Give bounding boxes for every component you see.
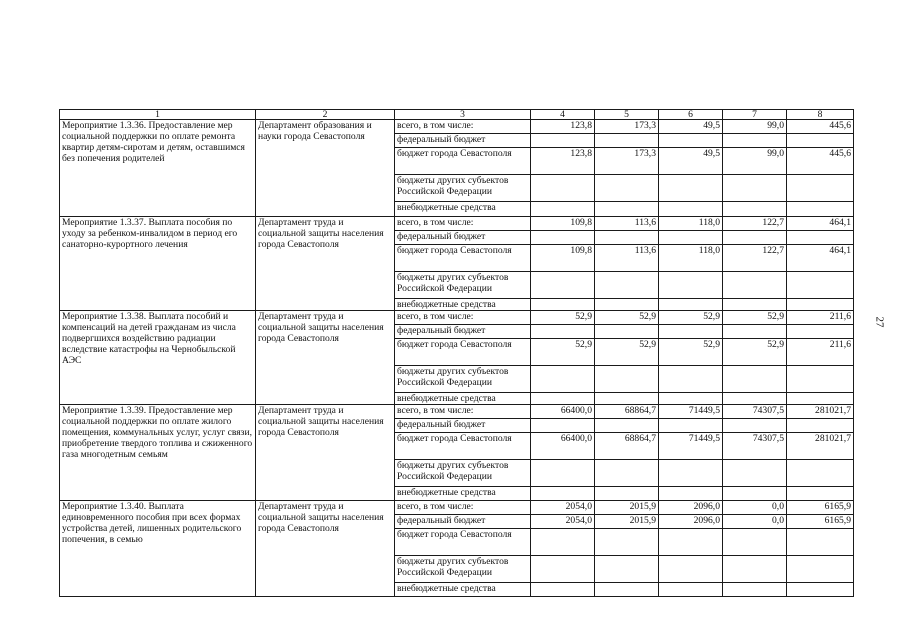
value-cell (531, 366, 595, 393)
funding-source-label: всего, в том числе: (395, 311, 531, 325)
value-cell (787, 366, 854, 393)
funding-source-label: внебюджетные средства (395, 393, 531, 405)
value-cell: 281021,7 (787, 433, 854, 460)
measure-title: Мероприятие 1.3.38. Выплата пособий и компенсаций на детей гражданам из числа подвергшихся воздействию радиации вследствие катастрофы на Чернобыльской АЭС (60, 311, 256, 405)
header-cell: 5 (595, 110, 659, 120)
value-cell (595, 175, 659, 202)
value-cell (659, 202, 723, 217)
header-cell: 6 (659, 110, 723, 120)
header-row (60, 110, 854, 120)
funding-source-label: внебюджетные средства (395, 583, 531, 597)
value-cell (787, 529, 854, 556)
value-cell: 2054,0 (531, 515, 595, 529)
value-cell: 99,0 (723, 148, 787, 175)
value-cell: 2054,0 (531, 501, 595, 515)
funding-source-label: внебюджетные средства (395, 202, 531, 217)
value-cell: 211,6 (787, 339, 854, 366)
value-cell (659, 487, 723, 501)
value-cell: 52,9 (659, 311, 723, 325)
value-cell: 464,1 (787, 245, 854, 272)
table-row (60, 501, 854, 515)
funding-source-label: федеральный бюджет (395, 419, 531, 433)
funding-source-label: всего, в том числе: (395, 120, 531, 134)
value-cell: 0,0 (723, 501, 787, 515)
measure-department: Департамент образования и науки города Севастополя (256, 120, 395, 217)
table-row (60, 120, 854, 134)
value-cell: 464,1 (787, 217, 854, 231)
page-number: 27 (873, 316, 886, 328)
funding-source-label: федеральный бюджет (395, 515, 531, 529)
value-cell (531, 299, 595, 311)
value-cell (595, 366, 659, 393)
value-cell: 122,7 (723, 245, 787, 272)
funding-source-label: бюджеты других субъектов Российской Федерации (395, 460, 531, 487)
measure-department: Департамент труда и социальной защиты населения города Севастополя (256, 501, 395, 597)
value-cell (723, 299, 787, 311)
value-cell: 49,5 (659, 148, 723, 175)
measure-title: Мероприятие 1.3.37. Выплата пособия по уходу за ребенком-инвалидом в период его санаторно-курортного лечения (60, 217, 256, 311)
value-cell (723, 419, 787, 433)
value-cell: 445,6 (787, 148, 854, 175)
funding-source-label: бюджет города Севастополя (395, 433, 531, 460)
value-cell (723, 529, 787, 556)
funding-source-label: федеральный бюджет (395, 325, 531, 339)
measure-department: Департамент труда и социальной защиты населения города Севастополя (256, 217, 395, 311)
value-cell: 211,6 (787, 311, 854, 325)
value-cell: 52,9 (659, 339, 723, 366)
funding-source-label: бюджет города Севастополя (395, 529, 531, 556)
value-cell (723, 460, 787, 487)
value-cell: 2096,0 (659, 501, 723, 515)
value-cell: 99,0 (723, 120, 787, 134)
value-cell (787, 556, 854, 583)
funding-source-label: бюджеты других субъектов Российской Федерации (395, 175, 531, 202)
value-cell: 173,3 (595, 148, 659, 175)
value-cell: 123,8 (531, 120, 595, 134)
funding-source-label: внебюджетные средства (395, 487, 531, 501)
value-cell: 113,6 (595, 217, 659, 231)
value-cell (531, 529, 595, 556)
value-cell (595, 299, 659, 311)
value-cell (595, 272, 659, 299)
header-cell: 8 (787, 110, 854, 120)
value-cell: 122,7 (723, 217, 787, 231)
funding-source-label: бюджеты других субъектов Российской Федерации (395, 272, 531, 299)
header-cell: 4 (531, 110, 595, 120)
value-cell (659, 556, 723, 583)
value-cell: 123,8 (531, 148, 595, 175)
value-cell (723, 272, 787, 299)
value-cell: 52,9 (531, 339, 595, 366)
value-cell (531, 419, 595, 433)
value-cell (531, 583, 595, 597)
value-cell (723, 556, 787, 583)
value-cell (787, 419, 854, 433)
value-cell: 74307,5 (723, 405, 787, 419)
value-cell (659, 175, 723, 202)
header-cell: 1 (60, 110, 256, 120)
value-cell (787, 272, 854, 299)
measure-title: Мероприятие 1.3.36. Предоставление мер социальной поддержки по оплате ремонта квартир детям-сиротам и детям, оставшимся без попечения родителей (60, 120, 256, 217)
funding-source-label: федеральный бюджет (395, 134, 531, 148)
value-cell (659, 325, 723, 339)
value-cell (531, 231, 595, 245)
value-cell (595, 325, 659, 339)
value-cell: 0,0 (723, 515, 787, 529)
value-cell (723, 487, 787, 501)
value-cell: 52,9 (723, 311, 787, 325)
table-body (60, 120, 854, 597)
value-cell (659, 231, 723, 245)
value-cell: 49,5 (659, 120, 723, 134)
value-cell (723, 231, 787, 245)
value-cell (723, 202, 787, 217)
funding-source-label: бюджет города Севастополя (395, 339, 531, 366)
header-cell: 3 (395, 110, 531, 120)
value-cell: 109,8 (531, 217, 595, 231)
value-cell (531, 134, 595, 148)
value-cell (787, 299, 854, 311)
value-cell (595, 134, 659, 148)
program-table (59, 109, 854, 597)
funding-source-label: бюджеты других субъектов Российской Федерации (395, 366, 531, 393)
value-cell (723, 175, 787, 202)
value-cell (531, 202, 595, 217)
value-cell: 71449,5 (659, 405, 723, 419)
value-cell: 6165,9 (787, 515, 854, 529)
value-cell (723, 366, 787, 393)
funding-source-label: бюджеты других субъектов Российской Федерации (395, 556, 531, 583)
value-cell: 68864,7 (595, 405, 659, 419)
value-cell: 113,6 (595, 245, 659, 272)
value-cell (723, 583, 787, 597)
value-cell (787, 393, 854, 405)
value-cell: 66400,0 (531, 405, 595, 419)
value-cell (659, 393, 723, 405)
funding-source-label: всего, в том числе: (395, 405, 531, 419)
value-cell (723, 393, 787, 405)
value-cell (787, 325, 854, 339)
value-cell (659, 272, 723, 299)
value-cell: 281021,7 (787, 405, 854, 419)
value-cell (531, 460, 595, 487)
value-cell (531, 325, 595, 339)
value-cell (659, 366, 723, 393)
header-cell: 2 (256, 110, 395, 120)
measure-title: Мероприятие 1.3.39. Предоставление мер социальной поддержки по оплате жилого помещения, коммунальных услуг, услуг связи, приобретение твердого топлива и сжиженного газа многодетным семьям (60, 405, 256, 501)
funding-source-label: бюджет города Севастополя (395, 245, 531, 272)
value-cell (787, 202, 854, 217)
value-cell: 52,9 (595, 339, 659, 366)
value-cell: 109,8 (531, 245, 595, 272)
value-cell (531, 556, 595, 583)
value-cell (531, 487, 595, 501)
value-cell: 173,3 (595, 120, 659, 134)
funding-source-label: бюджет города Севастополя (395, 148, 531, 175)
value-cell (787, 460, 854, 487)
value-cell (595, 556, 659, 583)
table-row (60, 217, 854, 231)
value-cell (659, 460, 723, 487)
value-cell (531, 393, 595, 405)
value-cell (787, 134, 854, 148)
value-cell (531, 272, 595, 299)
measure-department: Департамент труда и социальной защиты населения города Севастополя (256, 311, 395, 405)
funding-source-label: внебюджетные средства (395, 299, 531, 311)
header-cell: 7 (723, 110, 787, 120)
value-cell (595, 202, 659, 217)
value-cell: 52,9 (531, 311, 595, 325)
value-cell: 68864,7 (595, 433, 659, 460)
value-cell: 52,9 (595, 311, 659, 325)
value-cell: 445,6 (787, 120, 854, 134)
value-cell (659, 583, 723, 597)
value-cell (659, 134, 723, 148)
value-cell: 74307,5 (723, 433, 787, 460)
value-cell: 118,0 (659, 245, 723, 272)
value-cell (595, 419, 659, 433)
value-cell (595, 231, 659, 245)
value-cell: 118,0 (659, 217, 723, 231)
table-row (60, 311, 854, 325)
value-cell (595, 460, 659, 487)
value-cell (659, 529, 723, 556)
funding-source-label: всего, в том числе: (395, 217, 531, 231)
value-cell (595, 583, 659, 597)
value-cell (787, 583, 854, 597)
value-cell (531, 175, 595, 202)
funding-source-label: федеральный бюджет (395, 231, 531, 245)
funding-source-label: всего, в том числе: (395, 501, 531, 515)
value-cell: 2015,9 (595, 515, 659, 529)
value-cell (659, 419, 723, 433)
value-cell (723, 134, 787, 148)
value-cell: 71449,5 (659, 433, 723, 460)
value-cell (595, 393, 659, 405)
measure-title: Мероприятие 1.3.40. Выплата единовременного пособия при всех формах устройства детей, лишенных родительского попечения, в семью (60, 501, 256, 597)
value-cell (595, 529, 659, 556)
table-row (60, 405, 854, 419)
value-cell (787, 487, 854, 501)
value-cell: 6165,9 (787, 501, 854, 515)
value-cell (787, 175, 854, 202)
value-cell: 2096,0 (659, 515, 723, 529)
value-cell: 52,9 (723, 339, 787, 366)
value-cell (723, 325, 787, 339)
value-cell (595, 487, 659, 501)
value-cell: 66400,0 (531, 433, 595, 460)
measure-department: Департамент труда и социальной защиты населения города Севастополя (256, 405, 395, 501)
value-cell: 2015,9 (595, 501, 659, 515)
value-cell (659, 299, 723, 311)
value-cell (787, 231, 854, 245)
